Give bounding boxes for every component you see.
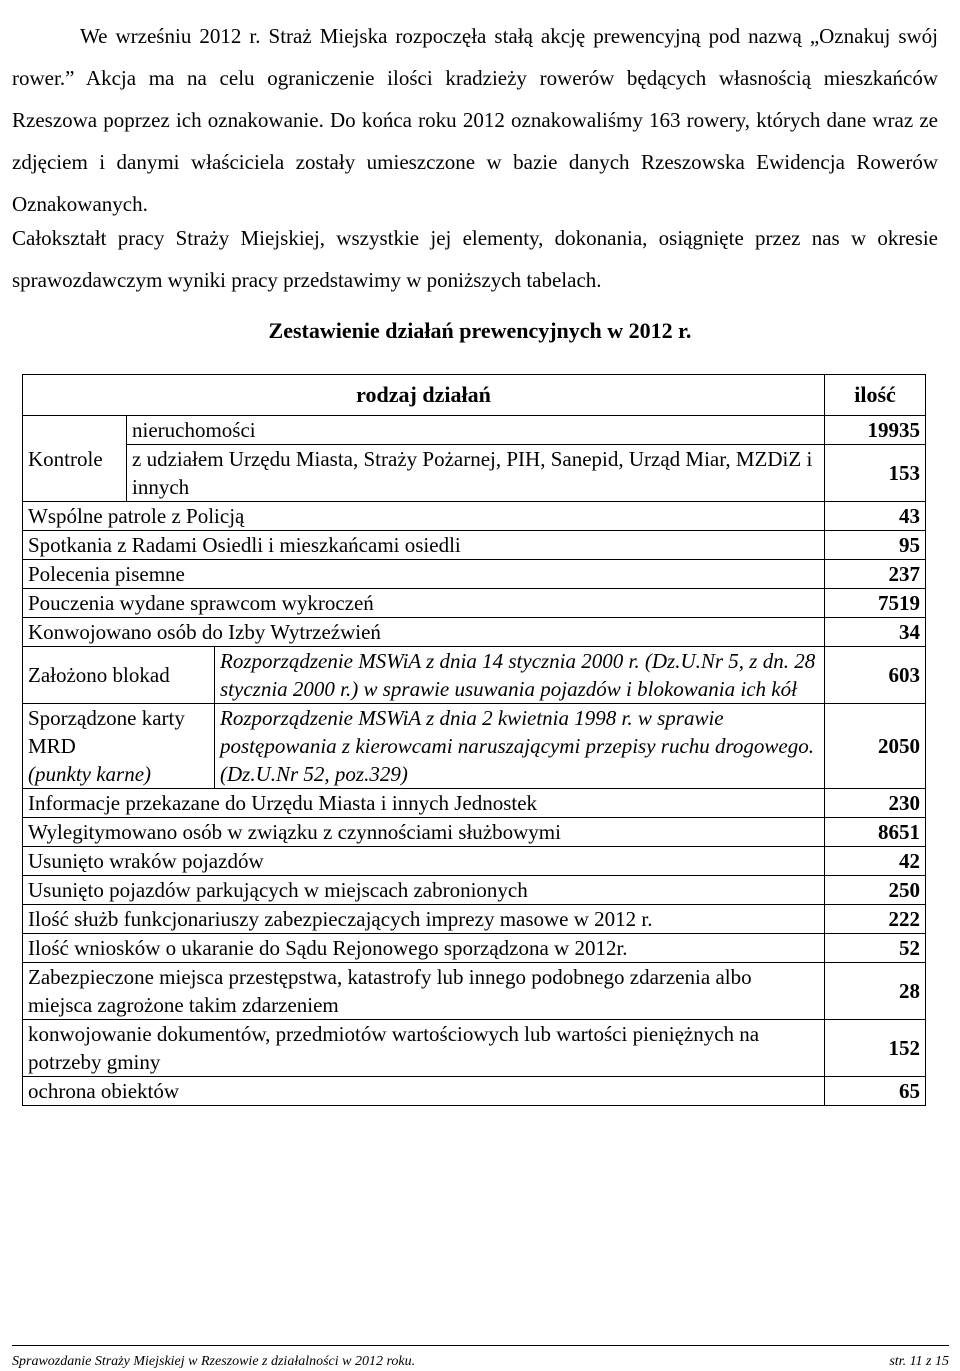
table-row — [23, 445, 926, 502]
header-count: ilość — [825, 375, 926, 416]
row-value: 250 — [825, 876, 926, 905]
row-label: Polecenia pisemne — [23, 560, 825, 589]
header-type: rodzaj działań — [23, 375, 825, 416]
mrd-label-cell — [23, 704, 215, 789]
table-row — [23, 704, 926, 789]
kontrole-sub-value: 19935 — [825, 416, 926, 445]
row-label: Konwojowano osób do Izby Wytrzeźwień — [23, 618, 825, 647]
row-label: Informacje przekazane do Urzędu Miasta i innych Jednostek — [23, 789, 825, 818]
row-label: Usunięto pojazdów parkujących w miejscach zabronionych — [23, 876, 825, 905]
mrd-desc: Rozporządzenie MSWiA z dnia 2 kwietnia 1998 r. w sprawie postępowania z kierowcami naruszającymi przepisy ruchu drogowego. (Dz.U.Nr 52, poz.329) — [215, 704, 825, 789]
row-label: Spotkania z Radami Osiedli i mieszkańcami osiedli — [23, 531, 825, 560]
table-row — [23, 789, 926, 818]
table-row — [23, 1020, 926, 1077]
table-row — [23, 847, 926, 876]
page-number: str. 11 z 15 — [889, 1354, 949, 1369]
row-value: 7519 — [825, 589, 926, 618]
table-row — [23, 416, 926, 445]
mrd-value: 2050 — [825, 704, 926, 789]
table-header-row — [23, 375, 926, 416]
row-value: 65 — [825, 1077, 926, 1106]
row-value: 222 — [825, 905, 926, 934]
table-heading: Zestawienie działań prewencyjnych w 2012 r. — [268, 318, 692, 343]
mrd-label-note: (punkty karne) — [28, 762, 152, 786]
intro-paragraph-2: Całokształt pracy Straży Miejskiej, wszystkie jej elementy, dokonania, osiągnięte przez nas w okresie sprawozdawczym wyniki pracy przedstawimy w poniższych tabelach. — [12, 226, 938, 292]
footer-title: Sprawozdanie Straży Miejskiej w Rzeszowie z działalności w 2012 roku. — [12, 1354, 416, 1369]
kontrole-sub-value: 153 — [825, 445, 926, 502]
row-value: 95 — [825, 531, 926, 560]
table-row — [23, 560, 926, 589]
row-label: Wspólne patrole z Policją — [23, 502, 825, 531]
table-row — [23, 905, 926, 934]
blokady-desc: Rozporządzenie MSWiA z dnia 14 stycznia 2000 r. (Dz.U.Nr 5, z dn. 28 stycznia 2000 r.) w sprawie usuwania pojazdów i blokowania ich kół — [215, 647, 825, 704]
row-label: Wylegitymowano osób w związku z czynnościami służbowymi — [23, 818, 825, 847]
row-label: Pouczenia wydane sprawcom wykroczeń — [23, 589, 825, 618]
row-value: 34 — [825, 618, 926, 647]
row-label: Zabezpieczone miejsca przestępstwa, katastrofy lub innego podobnego zdarzenia albo miejsca zagrożone takim zdarzeniem — [23, 963, 825, 1020]
row-value: 52 — [825, 934, 926, 963]
table-row — [23, 1077, 926, 1106]
table-row — [23, 876, 926, 905]
row-label: ochrona obiektów — [23, 1077, 825, 1106]
table-row — [23, 502, 926, 531]
intro-paragraph-1 — [12, 15, 938, 225]
intro-paragraph-1-text: We wrześniu 2012 r. Straż Miejska rozpoczęła stałą akcję prewencyjną pod nazwą „Oznakuj swój rower.” Akcja ma na celu ograniczenie ilości kradzieży rowerów będących własnością mieszkańców Rzeszowa poprzez ich oznakowanie. Do końca roku 2012 oznakowaliśmy 163 rowery, których dane wraz ze zdjęciem i danymi właściciela zostały umieszczone w bazie danych Rzeszowska Ewidencja Rowerów Oznakowanych. — [12, 24, 938, 216]
mrd-label: Sporządzone karty MRD — [28, 706, 185, 758]
blokady-value: 603 — [825, 647, 926, 704]
table-row — [23, 963, 926, 1020]
table-row — [23, 647, 926, 704]
row-value: 230 — [825, 789, 926, 818]
kontrole-sub-label: nieruchomości — [127, 416, 825, 445]
table-row — [23, 589, 926, 618]
row-label: Ilość wniosków o ukaranie do Sądu Rejonowego sporządzona w 2012r. — [23, 934, 825, 963]
page-footer — [12, 1345, 949, 1371]
table-row — [23, 618, 926, 647]
row-value: 237 — [825, 560, 926, 589]
row-value: 8651 — [825, 818, 926, 847]
table-row — [23, 818, 926, 847]
table-row — [23, 531, 926, 560]
prevention-table — [22, 374, 926, 1106]
kontrole-sub-label: z udziałem Urzędu Miasta, Straży Pożarnej, PIH, Sanepid, Urząd Miar, MZDiZ i innych — [127, 445, 825, 502]
row-value: 152 — [825, 1020, 926, 1077]
row-value: 43 — [825, 502, 926, 531]
row-label: Ilość służb funkcjonariuszy zabezpieczających imprezy masowe w 2012 r. — [23, 905, 825, 934]
table-row — [23, 934, 926, 963]
blokady-label: Założono blokad — [23, 647, 215, 704]
row-value: 28 — [825, 963, 926, 1020]
row-label: Usunięto wraków pojazdów — [23, 847, 825, 876]
row-label: konwojowanie dokumentów, przedmiotów wartościowych lub wartości pieniężnych na potrzeby gminy — [23, 1020, 825, 1077]
row-value: 42 — [825, 847, 926, 876]
kontrole-label: Kontrole — [23, 416, 127, 502]
